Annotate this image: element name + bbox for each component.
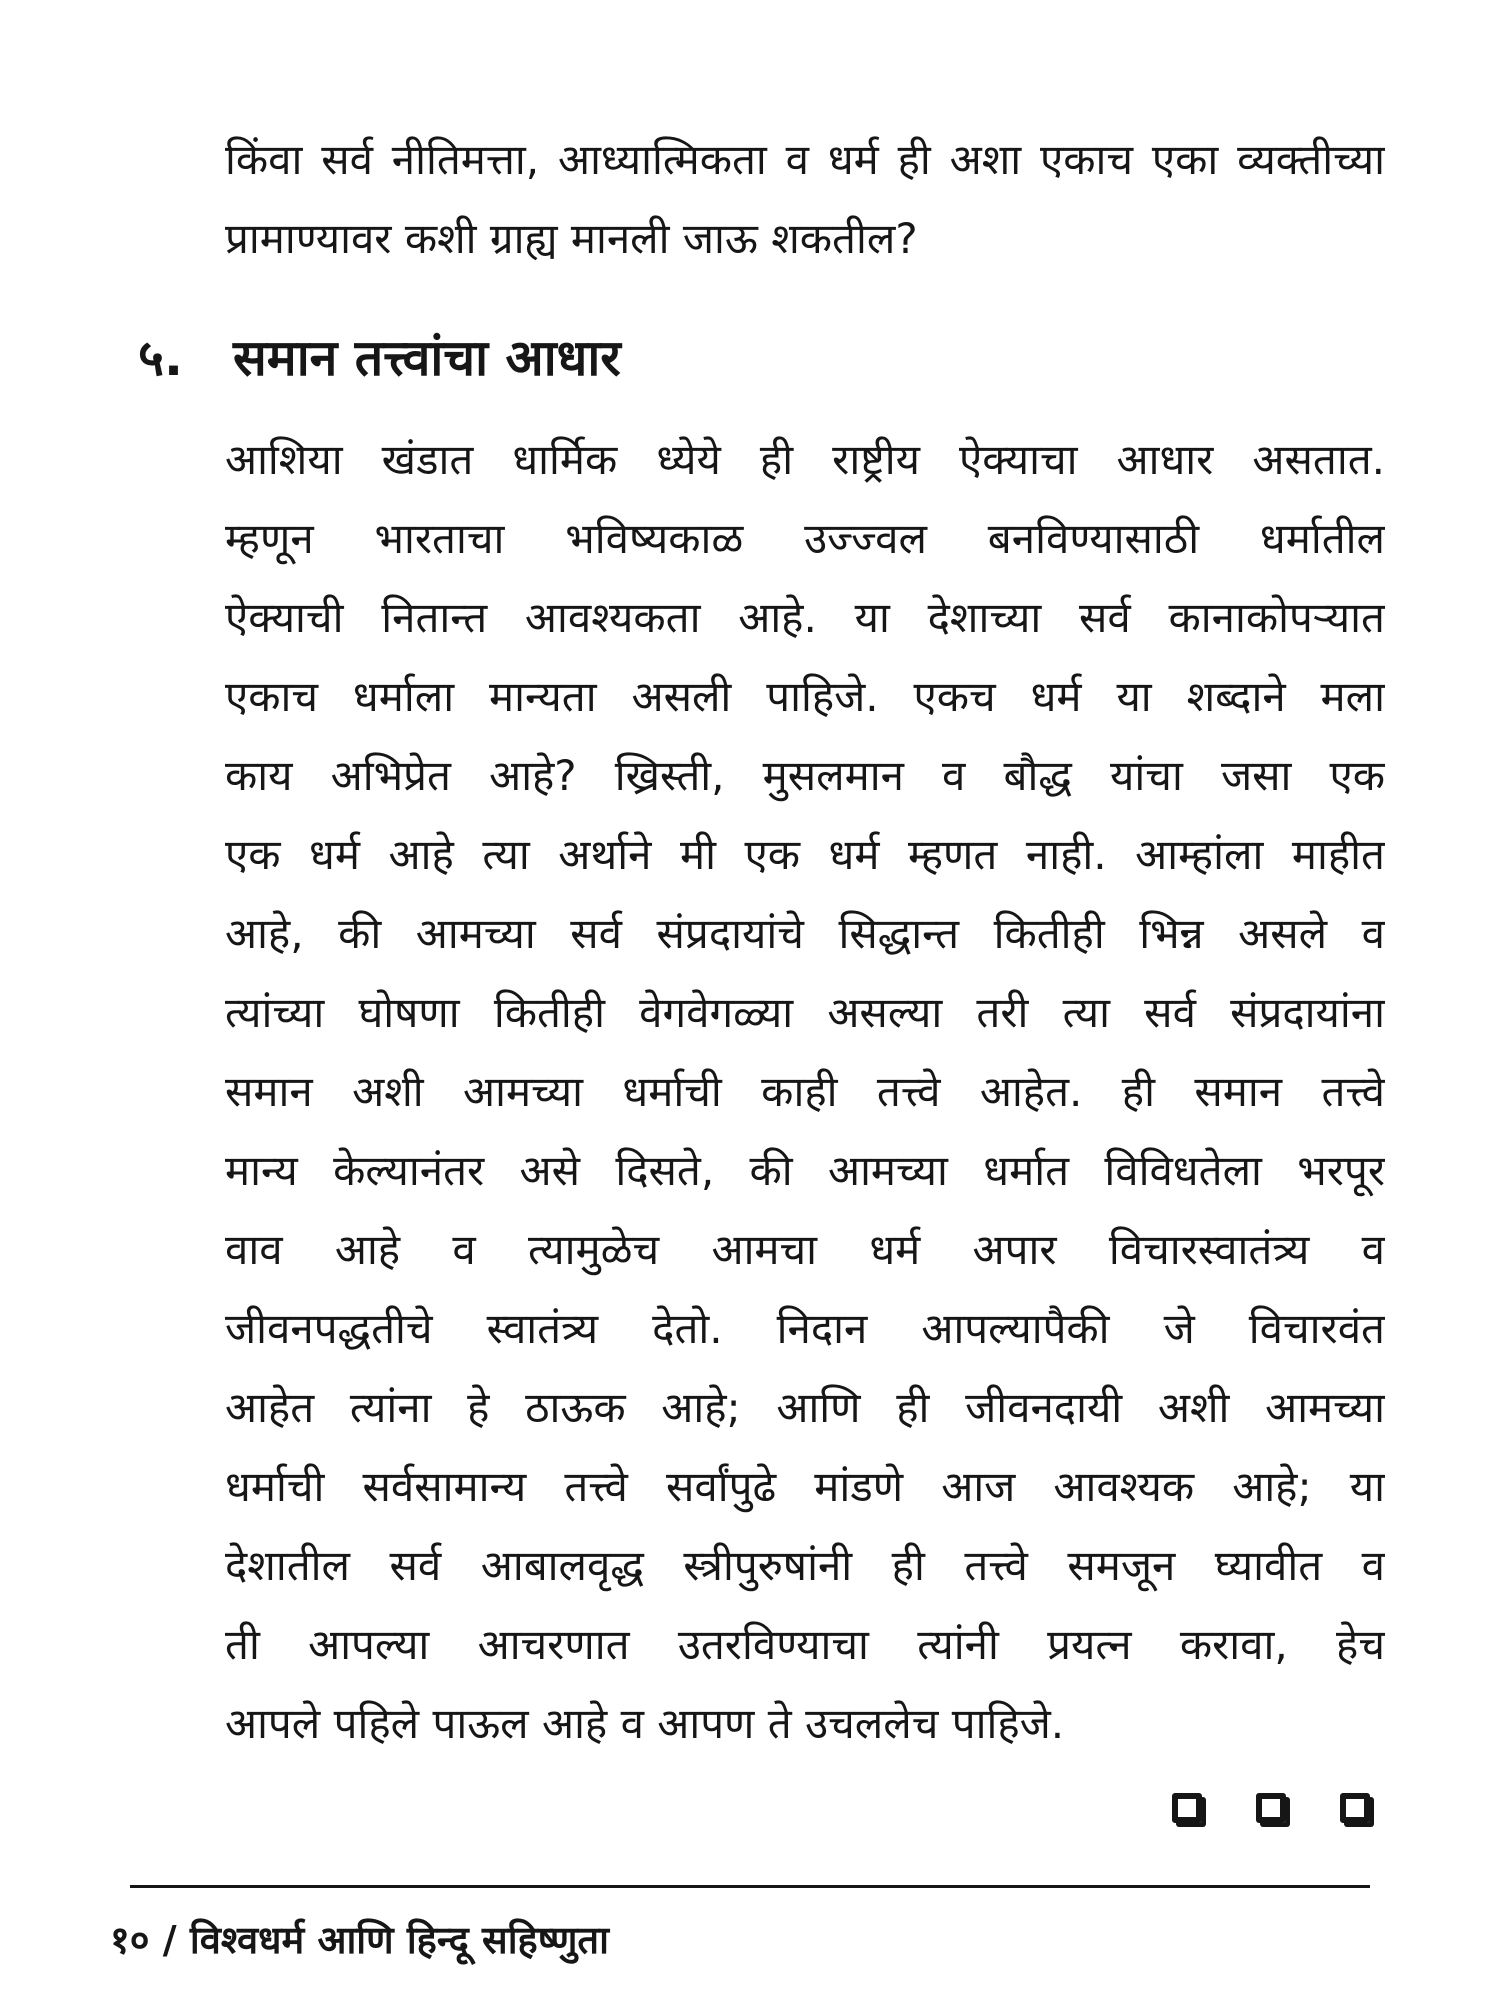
text-line: म्हणून भारताचा भविष्यकाळ उज्ज्वल बनविण्यासाठी धर्मातील <box>225 514 1385 563</box>
section-heading <box>138 318 621 398</box>
text-line: एक धर्म आहे त्या अर्थाने मी एक धर्म म्हणत नाही. आम्हांला माहीत <box>225 830 1385 879</box>
body-paragraph <box>225 420 1385 1763</box>
square-bullet-icon <box>1256 1793 1286 1823</box>
text-line: आशिया खंडात धार्मिक ध्येये ही राष्ट्रीय ऐक्याचा आधार असतात. <box>225 435 1385 484</box>
section-end-marks <box>1172 1793 1370 1823</box>
square-bullet-icon <box>1340 1793 1370 1823</box>
text-line: ती आपल्या आचरणात उतरविण्याचा त्यांनी प्रयत्न करावा, हेच <box>225 1620 1385 1669</box>
text-line: एकाच धर्माला मान्यता असली पाहिजे. एकच धर्म या शब्दाने मला <box>225 672 1385 721</box>
text-line: त्यांच्या घोषणा कितीही वेगवेगळ्या असल्या तरी त्या सर्व संप्रदायांना <box>225 988 1385 1037</box>
text-line: देशातील सर्व आबालवृद्ध स्त्रीपुरुषांनी ही तत्त्वे समजून घ्यावीत व <box>225 1541 1385 1590</box>
text-line: काय अभिप्रेत आहे? ख्रिस्ती, मुसलमान व बौद्ध यांचा जसा एक <box>225 751 1385 800</box>
section-title: समान तत्त्वांचा आधार <box>233 329 621 387</box>
page-footer <box>110 1910 609 1970</box>
text-line: आहेत त्यांना हे ठाऊक आहे; आणि ही जीवनदायी अशी आमच्या <box>225 1383 1385 1432</box>
text-line: धर्माची सर्वसामान्य तत्त्वे सर्वांपुढे मांडणे आज आवश्यक आहे; या <box>225 1462 1385 1511</box>
intro-paragraph <box>225 120 1385 278</box>
footer-divider <box>130 1885 1370 1888</box>
page-number: १० <box>110 1918 150 1962</box>
text-line: मान्य केल्यानंतर असे दिसते, की आमच्या धर्मात विविधतेला भरपूर <box>225 1146 1385 1195</box>
text-line: ऐक्याची नितान्त आवश्यकता आहे. या देशाच्या सर्व कानाकोपऱ्यात <box>225 593 1385 642</box>
text-line: समान अशी आमच्या धर्माची काही तत्त्वे आहेत. ही समान तत्त्वे <box>225 1067 1385 1116</box>
text-line: आहे, की आमच्या सर्व संप्रदायांचे सिद्धान्त कितीही भिन्न असले व <box>225 909 1385 958</box>
text-line: आपले पहिले पाऊल आहे व आपण ते उचललेच पाहिजे. <box>225 1699 1065 1748</box>
text-line: जीवनपद्धतीचे स्वातंत्र्य देतो. निदान आपल्यापैकी जे विचारवंत <box>225 1304 1385 1353</box>
book-title: विश्वधर्म आणि हिन्दू सहिष्णुता <box>189 1918 609 1962</box>
section-number: ५. <box>138 329 183 387</box>
text-line: प्रामाण्यावर कशी ग्राह्य मानली जाऊ शकतील? <box>225 214 918 263</box>
footer-separator: / <box>162 1918 177 1962</box>
text-line: वाव आहे व त्यामुळेच आमचा धर्म अपार विचारस्वातंत्र्य व <box>225 1225 1385 1274</box>
text-line: किंवा सर्व नीतिमत्ता, आध्यात्मिकता व धर्म ही अशा एकाच एका व्यक्तीच्या <box>225 135 1385 184</box>
square-bullet-icon <box>1172 1793 1202 1823</box>
